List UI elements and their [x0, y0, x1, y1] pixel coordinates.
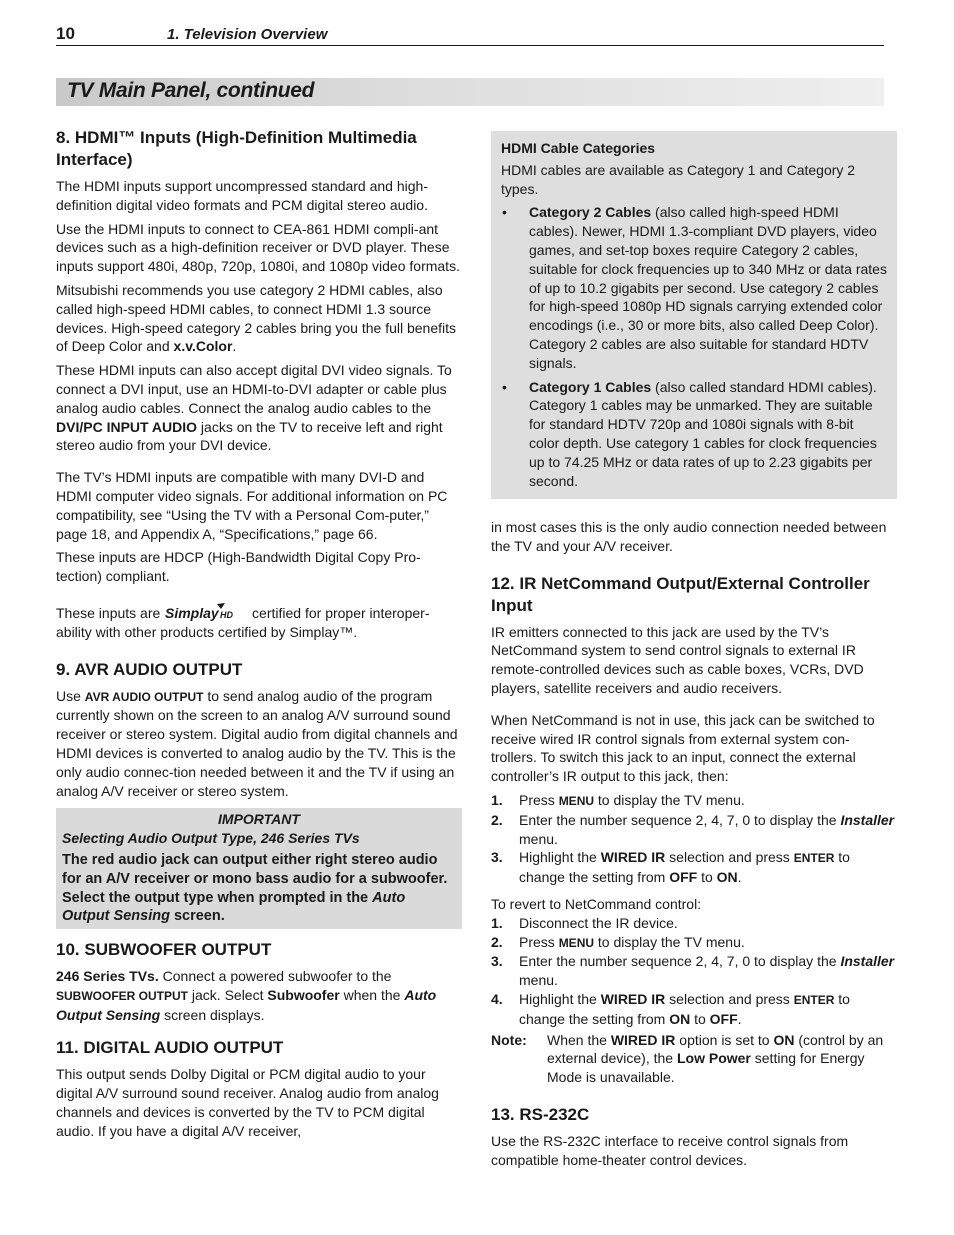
rs232-paragraph: Use the RS-232C interface to receive control signals from compatible home-theater control devices. — [491, 1132, 849, 1168]
revert-step: 2. Press MENU to display the TV menu. — [491, 933, 745, 950]
hdmi-paragraph: Mitsubishi recommends you use category 2 HDMI cables, also called high-speed HDMI cables, to connect HDMI 1.3 source devices. High-speed category 2 cables bring you the full benefits of Deep Color and x.v.Color. — [56, 281, 457, 355]
digital-paragraph-continued: in most cases this is the only audio connection needed between the TV and your A/V receiver. — [491, 519, 887, 554]
bullet-icon: • — [502, 204, 507, 221]
left-column — [56, 127, 462, 1146]
avr-paragraph: Use AVR AUDIO OUTPUT to send analog audio of the program currently shown on the screen to an analog A/V surround sound receiver or stereo system. Digital audio from digital channels and HDMI devices is converted to analog audio by the TV. This is the only audio connec-tion needed between it and the TV if using an analog A/V receiver or stereo system. — [56, 687, 458, 799]
ir-paragraph: When NetCommand is not in use, this jack can be switched to receive wired IR control signals from external system con-trollers. To switch this jack to an input, connect the external controller’s IR output to this jack, then: — [491, 711, 875, 785]
hdmi-paragraph: Use the HDMI inputs to connect to CEA-861 HDMI compli-ant devices such as a high-definition receiver or DVD player. These inputs support 480i, 480p, 720p, 1080i, and 1080p video formats. — [56, 220, 460, 275]
digital-heading: 11. DIGITAL AUDIO OUTPUT — [56, 1038, 284, 1058]
revert-step: 4. Highlight the WIRED IR selection and press ENTER to change the setting from ON to OFF. — [491, 990, 850, 1027]
ir-paragraph: IR emitters connected to this jack are used by the TV’s NetCommand system to send control signals to external IR remote-controlled devices such as cable boxes, VCRs, DVD players, satellite receivers and audio receivers. — [491, 623, 864, 696]
hdmi-heading: 8. HDMI™ Inputs (High-Definition Multimedia Interface) — [56, 128, 417, 169]
important-body: The red audio jack can output either right stereo audio for an A/V receiver or mono bass audio for a subwoofer. Select the output type when prompted in the Auto Output Sensing screen. — [62, 851, 448, 925]
ir-heading: 12. IR NetCommand Output/External Controller Input — [491, 573, 870, 615]
subwoofer-heading: 10. SUBWOOFER OUTPUT — [56, 940, 272, 960]
important-box — [56, 808, 462, 929]
sidebar-intro: HDMI cables are available as Category 1 and Category 2 types. — [501, 161, 856, 197]
avr-heading: 9. AVR AUDIO OUTPUT — [56, 659, 243, 679]
section-banner — [56, 78, 884, 106]
page-number: 10 — [56, 24, 75, 43]
hdmi-paragraph: These HDMI inputs can also accept digital DVI video signals. To connect a DVI input, use an HDMI-to-DVI adapter or cable plus analog audio cables. Connect the analog audio cables to the DVI/PC INPUT AUDIO jacks on the TV to receive left and right stereo audio from your DVI device. — [56, 362, 452, 454]
hdmi-paragraph: These inputs are Simplay HD certified for proper interoper-ability with other products certified by Simplay™. — [56, 604, 430, 640]
important-label: IMPORTANT — [218, 811, 300, 828]
bullet-category-2: • Category 2 Cables (also called high-speed HDMI cables). Newer, HDMI 1.3-compliant DVD players, video games, and set-top boxes require Category 2 cables, suitable for clock frequencies up to 340 MHz or data rates of up to 10.2 gigabits per second. Use category 2 cables for high-speed 1080p HD signals carrying extended color encodings (i.e., 30 or more bits, also called Deep Color). Category 2 cables are also suitable for standard HDTV signals. — [502, 204, 887, 371]
section-title: TV Main Panel, continued — [67, 79, 315, 102]
ir-step: 3. Highlight the WIRED IR selection and press ENTER to change the setting from OFF to ON. — [491, 849, 850, 886]
ir-step: 2. Enter the number sequence 2, 4, 7, 0 to display the Installer menu. — [491, 811, 895, 847]
header-rule — [56, 45, 884, 46]
simplayhd-logo-icon — [165, 603, 247, 621]
subwoofer-paragraph: 246 Series TVs. Connect a powered subwoofer to the SUBWOOFER OUTPUT jack. Select Subwoofer when the Auto Output Sensing screen displays. — [56, 968, 437, 1023]
bullet-category-1: • Category 1 Cables (also called standard HDMI cables). Category 1 cables may be unmarked. They are suitable for standard HDTV 720p and 1080i signals with 8-bit color depth. Use category 1 cables for clock frequencies up to 74.25 MHz or data rates of up to 2.23 gigabits per second. — [502, 378, 877, 489]
sidebar-heading: HDMI Cable Categories — [501, 140, 656, 156]
hdmi-paragraph: These inputs are HDCP (High-Bandwidth Digital Copy Pro-tection) compliant. — [56, 549, 421, 585]
important-subtitle: Selecting Audio Output Type, 246 Series TVs — [62, 830, 360, 847]
svg-text:HD: HD — [220, 609, 234, 620]
svg-text:Simplay: Simplay — [165, 604, 219, 621]
bullet-icon: • — [502, 378, 507, 395]
hdmi-cable-categories-box — [491, 131, 897, 499]
rs232-heading: 13. RS-232C — [491, 1104, 590, 1124]
ir-revert-intro: To revert to NetCommand control: — [491, 895, 702, 912]
revert-step: 3. Enter the number sequence 2, 4, 7, 0 to display the Installer menu. — [491, 953, 895, 989]
chapter-title: 1. Television Overview — [167, 26, 328, 43]
digital-paragraph: This output sends Dolby Digital or PCM digital audio to your digital A/V surround sound receiver. Analog audio from analog channels and devices is converted by the TV to PCM digital audio. If you have a digital A/V receiver, — [56, 1066, 439, 1139]
ir-step: 1. Press MENU to display the TV menu. — [491, 791, 745, 808]
hdmi-paragraph: The TV’s HDMI inputs are compatible with many DVI-D and HDMI computer video signals. For additional information on PC compatibility, see “Using the TV with a Personal Com-puter,” page 18, and Appendix A, “Specifications,” page 66. — [56, 469, 448, 542]
ir-note: Note: When the WIRED IR option is set to ON (control by an external device), the Low Power setting for Energy Mode is unavailable. — [491, 1031, 884, 1086]
revert-step: 1. Disconnect the IR device. — [491, 914, 678, 931]
hdmi-paragraph: The HDMI inputs support uncompressed standard and high-definition digital video formats and PCM digital stereo audio. — [56, 178, 428, 213]
right-column — [491, 518, 895, 1175]
